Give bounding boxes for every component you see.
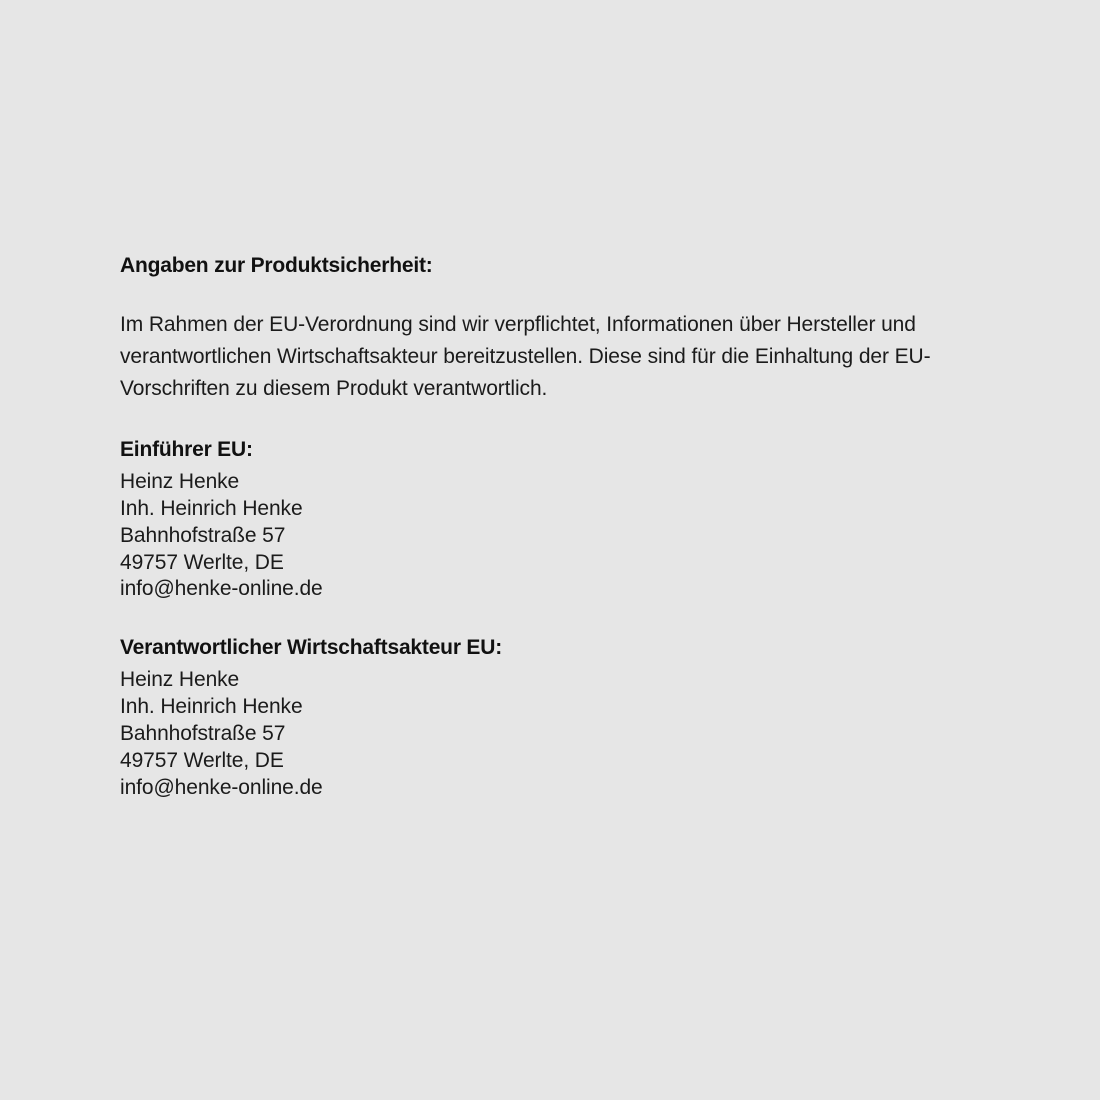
responsible-operator-line-email: info@henke-online.de: [120, 775, 323, 799]
responsible-operator-line-name: Heinz Henke: [120, 668, 240, 692]
importer-line-city: 49757 Werlte, DE: [120, 550, 284, 574]
document-content: [120, 252, 980, 802]
importer-line-email: info@henke-online.de: [120, 577, 323, 601]
importer-line-owner: Inh. Heinrich Henke: [120, 496, 303, 520]
page-title: Angaben zur Produktsicherheit:: [120, 254, 433, 277]
responsible-operator-line-street: Bahnhofstraße 57: [120, 721, 286, 745]
importer-line-street: Bahnhofstraße 57: [120, 523, 286, 547]
intro-paragraph: Im Rahmen der EU-Verordnung sind wir verpflichtet, Informationen über Hersteller und verantwortlichen Wirtschaftsakteur bereitzustellen. Diese sind für die Einhaltung der EU-Vorschriften zu diesem Produkt verantwortlich.: [120, 313, 931, 401]
importer-block-title: Einführer EU:: [120, 438, 253, 462]
responsible-operator-line-city: 49757 Werlte, DE: [120, 748, 284, 772]
responsible-operator-block-title: Verantwortlicher Wirtschaftsakteur EU:: [120, 636, 502, 660]
responsible-operator-block: [120, 635, 980, 801]
importer-block: [120, 437, 980, 603]
responsible-operator-line-owner: Inh. Heinrich Henke: [120, 695, 303, 719]
importer-line-name: Heinz Henke: [120, 469, 240, 493]
